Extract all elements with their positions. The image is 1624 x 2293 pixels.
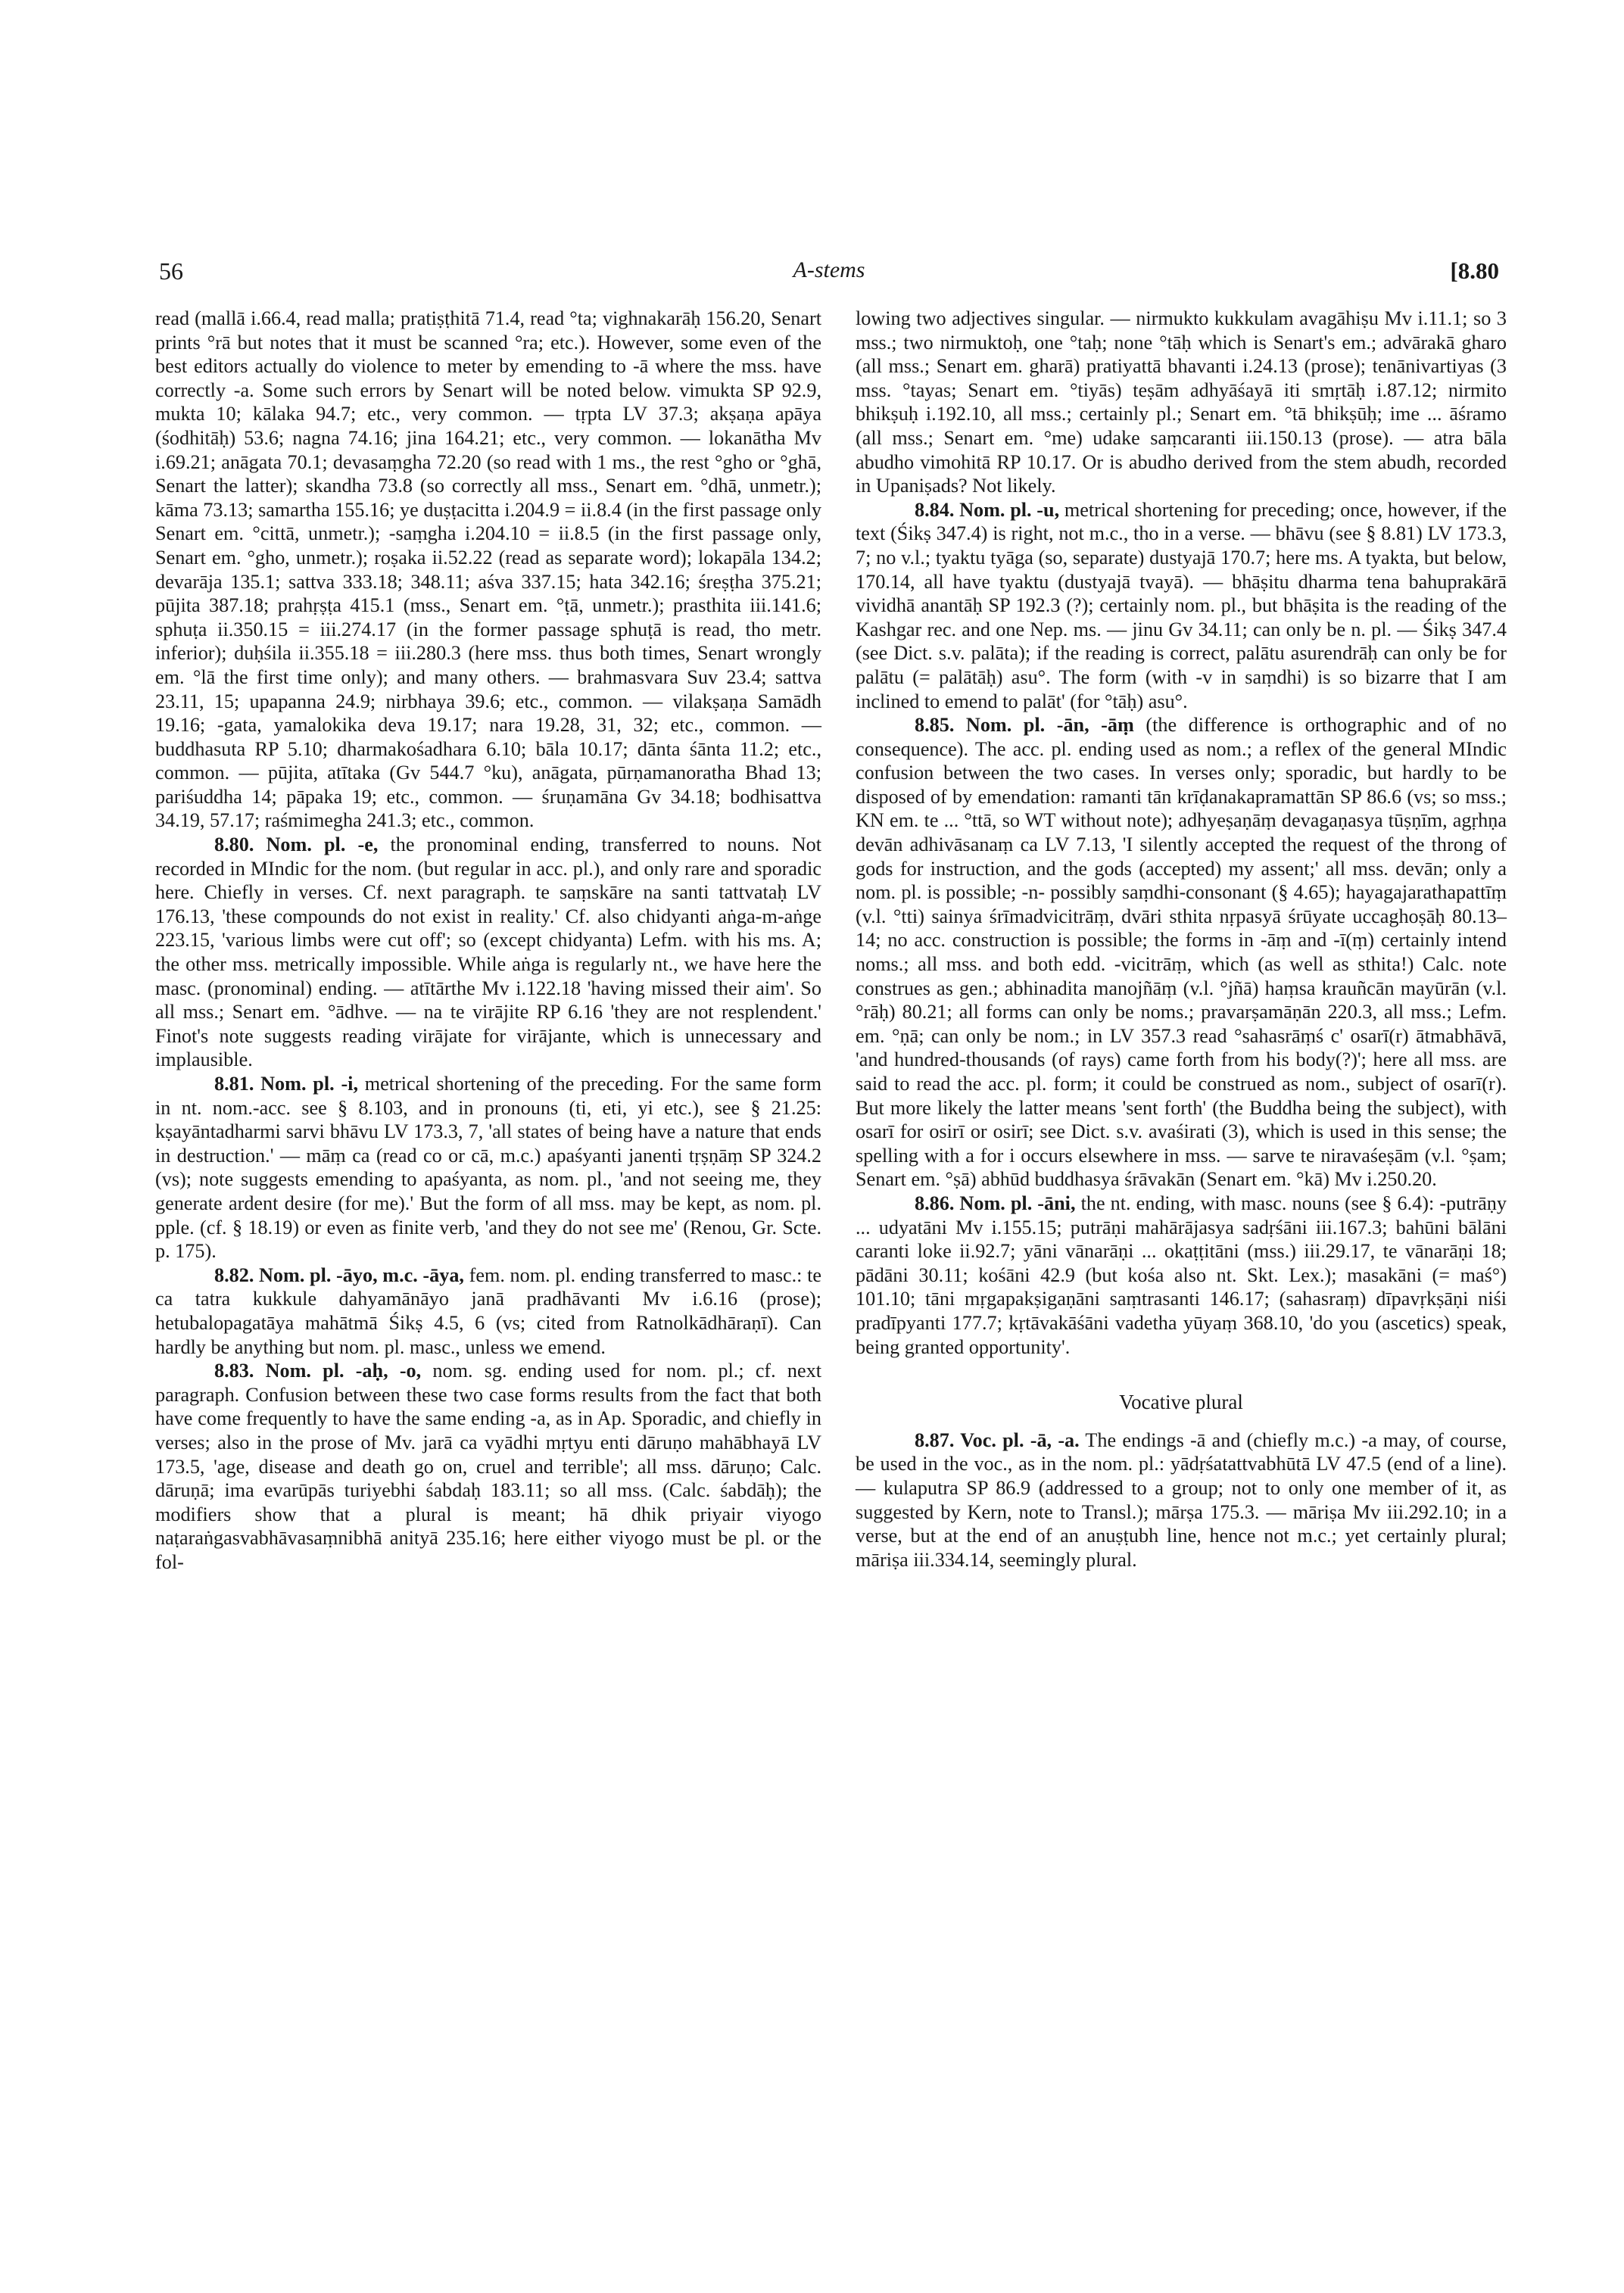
section-heading: 8.83. Nom. pl. -aḥ, -o, [214,1360,422,1382]
running-title: A-stems [793,257,865,282]
section-body: metrical shortening of the preceding. For the same form in nt. nom.-acc. see § 8.103, and in pronouns (ti, eti, yi etc.), see § 21.25: kṣayāntadharmi sarvi bhāvu LV 173.3, 7, 'all states of being have a nature that ends in destruction.' — māṃ ca (read co or cā, m.c.) apaśyanti janenti tṛṣṇāṃ SP 324.2 (vs); note suggests emending to apaśyanta, as nom. pl., 'and not seeing me, they generate ardent desire (for me).' But the form of all mss. may be kept, as nom. pl. pple. (cf. § 18.19) or even as finite verb, 'and they do not see me' (Renou, Gr. Scte. p. 175). [155,1073,821,1263]
section-heading: 8.80. Nom. pl. -e, [214,833,379,856]
section-body: fem. nom. pl. ending transferred to masc.: te ca tatra kukkule dahyamānāyo janā pradhāvanti Mv i.6.16 (prose); hetubalopagatāya mahātmā Śikṣ 4.5, 6 (vs; cited from Ratnolkādhāraṇī). Can hardly be anything but nom. pl. masc., unless we emend. [155,1263,821,1358]
section-body: (the difference is orthographic and of no consequence). The acc. pl. ending used as nom.; a reflex of the general MIndic confusion between the two cases. In verses only; sporadic, but hardly to be disposed of by emendation: ramanti tān krīḍanakapramattān SP 86.6 (vs; so mss.; KN em. te ... °ttā, so WT without note); adhyeṣaṇāṃ devagaṇasya tūṣṇīm, agṛhṇa devān adhivāsanaṃ ca LV 7.13, 'I silently accepted the request of the throng of gods for instruction, and the gods (accepted) my assent;' all mss. devān; only a nom. pl. is possible; -n- possibly saṃdhi-consonant (§ 4.65); hayagajarathapattīṃ (v.l. °tti) sainya śrīmadvicitrāṃ, dvāri sthita nṛpasyā śrūyate uccaghoṣāḥ 80.13–14; no acc. construction is possible; the forms in -āṃ and -ī(ṃ) certainly intend noms.; all mss. and both edd. -vicitrāṃ, which (as well as sthita!) Calc. note construes as gen.; abhinadita manojñāṃ (v.l. °jñā) haṃsa krauñcān mayūrān (v.l. °rāḥ) 80.21; all forms can only be noms.; pravarṣamāṇān 220.3, all mss.; Lefm. em. °ṇā; can only be nom.; in LV 357.3 read °sahasrāṃś c' osarī(r) ātmabhāvā, 'and hundred-thousands (of rays) came forth from his body(?)'; here all mss. are said to read the acc. pl. form; it could be construed as nom., subject of osarī(r). But more likely the latter means 'sent forth' (the Buddha being the subject), with osarī for osirī or osirī; see Dict. s.v. avaśirati (3), which is used in this sense; the spelling with a for i occurs elsewhere in mss. — sarve te niravaśeṣām (v.l. °ṣam; Senart em. °ṣā) abhūd buddhasya śrāvakān (Senart em. °kā) Mv i.250.20. [856,714,1507,1191]
section-8-83 [155,1359,821,1574]
subheading-vocative-plural: Vocative plural [1119,1391,1243,1414]
section-8-86 [856,1192,1507,1359]
section-body: The endings -ā and (chiefly m.c.) -a may, of course, be used in the voc., as in the nom. pl.: yādṛśatattvabhūtā LV 47.5 (end of a line). — kulaputra SP 86.9 (addressed to a group; not to only one member of it, as suggested by Kern, note to Transl.); mārṣa 175.3. — māriṣa Mv iii.292.10; in a verse, but at the end of an anuṣṭubh line, hence not m.c.; yet certainly plural; māriṣa iii.334.14, seemingly plural. [856,1428,1507,1571]
section-8-82 [155,1263,821,1359]
section-heading: 8.85. Nom. pl. -ān, -āṃ [915,714,1134,737]
continued-paragraph: read (mallā i.66.4, read malla; pratiṣṭhitā 71.4, read °ta; vighnakarāḥ 156.20, Senart prints °rā but notes that it must be scanned °ra; etc.). However, some even of the best editors actually do violence to meter by emending to -ā where the mss. have correctly -a. Some such errors by Senart will be noted below. vimukta SP 92.9, mukta 10; kālaka 94.7; etc., very common. — tṛpta LV 37.3; akṣaṇa apāya (śodhitāḥ) 53.6; nagna 74.16; jina 164.21; etc., very common. — lokanātha Mv i.69.21; anāgata 70.1; devasaṃgha 72.20 (so read with 1 ms., the rest °gho or °ghā, Senart the latter); skandha 73.8 (so correctly all mss., Senart em. °dhā, unmetr.); kāma 73.13; samartha 155.16; ye duṣṭacitta i.204.9 = ii.8.4 (in the first passage only Senart em. °cittā, unmetr.); -saṃgha i.204.10 = ii.8.5 (in the first passage only, Senart em. °gho, unmetr.); roṣaka ii.52.22 (read as separate word); lokapāla 134.2; devarāja 135.1; sattva 333.18; 348.11; aśva 337.15; hata 342.16; śreṣṭha 375.21; pūjita 387.18; prahṛṣṭa 415.1 (mss., Senart em. °ṭā, unmetr.); prasthita iii.141.6; sphuṭa ii.350.15 = iii.274.17 (in the former passage sphuṭā is read, tho metr. inferior); duḥśila ii.355.18 = iii.280.3 (here mss. thus both times, Senart wrongly em. °lā the first time only); and many others. — brahmasvara Suv 23.4; sattva 23.11, 15; upapanna 24.9; nirbhaya 39.6; etc., common. — vilakṣaṇa Samādh 19.16; -gata, yamalokika deva 19.17; nara 19.28, 31, 32; etc., common. — buddhasuta RP 5.10; dharmakośadhara 6.10; bāla 10.17; dānta śānta 11.2; etc., common. — pūjita, atītaka (Gv 544.7 °ku), anāgata, pūrṇamanoratha Bhad 13; pariśuddha 14; pāpaka 19; etc., common. — śruṇamāna Gv 34.18; bodhisattva 34.19, 57.17; raśmimegha 241.3; etc., common. [155,307,821,832]
page-number: 56 [159,257,183,285]
left-column [155,307,821,1574]
section-body: the nt. ending, with masc. nouns (see § 6.4): -putrāṇy ... udyatāni Mv i.155.15; putrāṇi mahārājasya sadṛśāni iii.167.3; bahūni bālāni caranti loke ii.92.7; yāni vānarāṇi ... okaṭṭitāni (mss.) iii.29.17, te vānarāṇi 18; pādāni 30.11; kośāni 42.9 (but kośa also nt. Skt. Lex.); masakāni (= maś°) 101.10; tāni mṛgapakṣigaṇāni saṃtrasanti 146.17; (sahasraṃ) dīpavṛkṣāṇi niśi pradīpyanti 177.7; kṛtāvakāśāni vadetha yūyaṃ 368.10, 'do you (ascetics) speak, being granted opportunity'. [856,1192,1507,1358]
section-body: metrical shortening for preceding; once, however, if the text (Śikṣ 347.4) is right, not m.c., tho in a verse. — bhāvu (see § 8.81) LV 173.3, 7; no v.l.; tyaktu tyāga (so, separate) dustyajā 170.7; here ms. A tyakta, but below, 170.14, all have tyaktu (dustyajā tvayā). — bhāṣitu dharma tena bahuprakārā vividhā anantāḥ SP 192.3 (?); certainly nom. pl., but bhāṣita is the reading of the Kashgar rec. and one Nep. ms. — jinu Gv 34.11; can only be n. pl. — Śikṣ 347.4 (see Dict. s.v. palāta); if the reading is correct, palātu asurendrāḥ can only be for palātu (= palātāḥ) asu°. The form (with -v in saṃdhi) is so bizarre that I am inclined to emend to palāt' (for °tāḥ) asu°. [856,498,1507,712]
section-body: the pronominal ending, transferred to nouns. Not recorded in MIndic for the nom. (but regular in acc. pl.), and only rare and sporadic here. Chiefly in verses. Cf. next paragraph. te saṃskāre na santi tattvataḥ LV 176.13, 'these compounds do not exist in reality.' Cf. also chidyanti aṅga-m-aṅge 223.15, 'various limbs were cut off'; so (except chidyanta) Lefm. with his ms. A; the other mss. metrically impossible. While aṅga is regularly nt., we have here the masc. (pronominal) ending. — atītārthe Mv i.122.18 'having missed their aim'. So all mss.; Senart em. °ādhve. — na te virājite RP 6.16 'they are not resplendent.' Finot's note suggests reading virājate for virājante, which is unnecessary and implausible. [155,833,821,1071]
section-heading: 8.81. Nom. pl. -i, [214,1073,358,1095]
section-heading: 8.84. Nom. pl. -u, [915,498,1060,521]
section-heading: 8.86. Nom. pl. -āni, [915,1192,1076,1214]
section-heading: 8.87. Voc. pl. -ā, -a. [915,1428,1080,1451]
section-heading: 8.82. Nom. pl. -āyo, m.c. -āya, [214,1263,464,1286]
section-8-81 [155,1072,821,1263]
continued-paragraph: lowing two adjectives singular. — nirmukto kukkulam avagāhiṣu Mv i.11.1; so 3 mss.; two nirmuktoḥ, one °taḥ; none °tāḥ which is Senart's em.; advārakā gharo (all mss.; Senart em. gharā) pratiyattā bhavanti i.24.13 (prose); tenānivartiyas (3 mss. °tayas; Senart em. °tiyās) teṣām adhyāśayā iti smṛtāḥ i.87.12; nirmito bhikṣuḥ i.192.10, all mss.; certainly pl.; Senart em. °tā bhikṣūḥ; ime ... āśramo (all mss.; Senart em. °me) udake saṃcaranti iii.150.13 (prose). — atra bāla abudho vimohitā RP 10.17. Or is abudho derived from the stem abudh, recorded in Upaniṣads? Not likely. [856,307,1507,497]
section-8-85 [856,713,1507,1192]
page-header [159,257,1499,295]
right-column [856,307,1507,1572]
section-8-87 [856,1428,1507,1572]
section-body: nom. sg. ending used for nom. pl.; cf. next paragraph. Confusion between these two case forms results from the fact that both have come frequently to have the same ending -a, as in Ap. Sporadic, and chiefly in verses; also in the prose of Mv. jarā ca vyādhi mṛtyu enti dāruṇo mahābhayā LV 173.5, 'age, disease and death go on, cruel and terrible'; all mss. dāruṇo; Calc. dāruṇā; ima evarūpās turiyebhi śabdaḥ 183.11; so all mss. (Calc. śabdāḥ); the modifiers show that a plural is meant; hā dhik priyair viyogo naṭaraṅgasvabhāvasaṃnibhā anityā 235.16; here either viyogo must be pl. or the fol- [155,1360,821,1573]
section-reference: [8.80 [1450,257,1499,284]
section-8-80 [155,833,821,1072]
section-8-84 [856,498,1507,713]
